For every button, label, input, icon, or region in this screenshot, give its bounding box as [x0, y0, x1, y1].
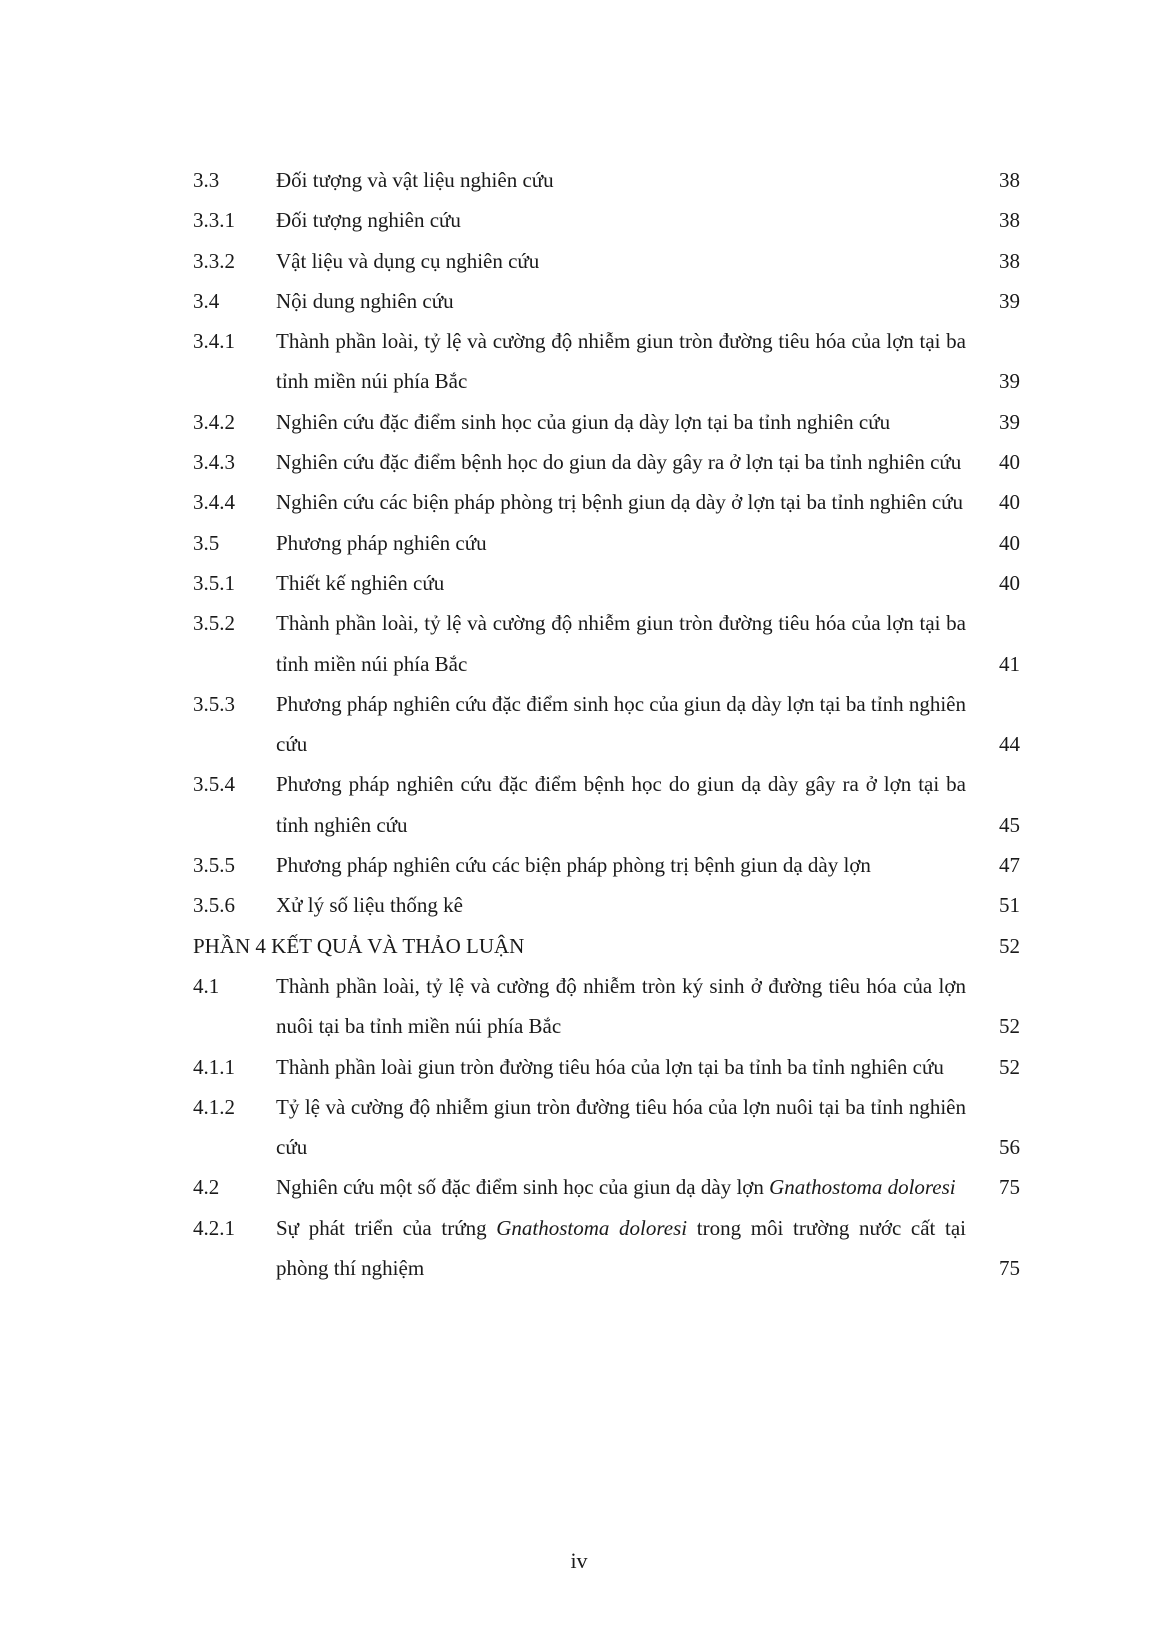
toc-entry-number: 3.5.6: [193, 893, 235, 918]
toc-entry-title: Thiết kế nghiên cứu: [276, 570, 445, 595]
toc-entry-title: Đối tượng nghiên cứu: [276, 208, 461, 233]
toc-entry-number: 3.5.4: [193, 772, 235, 797]
toc-entry-3-5[interactable]: [0, 523, 1158, 563]
toc-title-species: Gnathostoma doloresi: [496, 1215, 688, 1240]
toc-entry-page: 39: [999, 409, 1020, 434]
toc-entry-title: Thành phần loài, tỷ lệ và cường độ nhiễm tròn ký sinh ở đường tiêu hóa của lợn nuôi tại ba tỉnh miền núi phía Bắc: [276, 973, 966, 1039]
toc-entry-4-1-2[interactable]: [0, 1087, 1158, 1168]
toc-part-heading: PHẦN 4 KẾT QUẢ VÀ THẢO LUẬN: [193, 933, 525, 958]
page-number: iv: [570, 1548, 588, 1573]
toc-entry-3-5-2[interactable]: [0, 603, 1158, 684]
toc-entry-title: Phương pháp nghiên cứu các biện pháp phòng trị bệnh giun dạ dày lợn: [276, 853, 871, 878]
toc-entry-3-4-3[interactable]: [0, 442, 1158, 482]
toc-entry-title: [276, 1208, 966, 1289]
toc-entry-3-4-1[interactable]: [0, 321, 1158, 402]
toc-entry-title: Phương pháp nghiên cứu: [276, 530, 487, 555]
toc-entry-4-2-1[interactable]: [0, 1208, 1158, 1289]
toc-title-text: Sự phát triển của trứng: [276, 1215, 497, 1240]
table-of-contents: [0, 160, 1158, 1288]
toc-entry-3-5-4[interactable]: [0, 764, 1158, 845]
toc-entry-title: Tỷ lệ và cường độ nhiễm giun tròn đường tiêu hóa của lợn nuôi tại ba tỉnh nghiên cứu: [276, 1094, 966, 1160]
toc-entry-3-3[interactable]: [0, 160, 1158, 200]
toc-entry-number: 3.5.1: [193, 570, 235, 595]
toc-entry-3-4[interactable]: [0, 281, 1158, 321]
toc-entry-page: 44: [999, 732, 1020, 757]
toc-entry-page: 41: [999, 651, 1020, 676]
toc-entry-page: 52: [999, 933, 1020, 958]
toc-entry-number: 3.4: [193, 288, 220, 313]
toc-entry-page: 75: [999, 1175, 1020, 1200]
toc-entry-page: 39: [999, 288, 1020, 313]
toc-entry-title: Thành phần loài, tỷ lệ và cường độ nhiễm giun tròn đường tiêu hóa của lợn tại ba tỉnh miền núi phía Bắc: [276, 611, 966, 676]
toc-entry-3-3-2[interactable]: [0, 241, 1158, 281]
toc-entry-page: 40: [999, 490, 1020, 515]
toc-entry-page: 47: [999, 853, 1020, 878]
toc-entry-title: [276, 1167, 966, 1207]
toc-entry-number: 3.5: [193, 530, 220, 555]
toc-entry-page: 38: [999, 248, 1020, 273]
toc-entry-number: 3.3.2: [193, 248, 235, 273]
toc-entry-3-5-5[interactable]: [0, 845, 1158, 885]
toc-entry-title: Phương pháp nghiên cứu đặc điểm sinh học của giun dạ dày lợn tại ba tỉnh nghiên cứu: [276, 691, 966, 757]
toc-entry-page: 38: [999, 168, 1020, 192]
toc-entry-title: Thành phần loài, tỷ lệ và cường độ nhiễm giun tròn đường tiêu hóa của lợn tại ba tỉnh miền núi phía Bắc: [276, 329, 966, 394]
toc-entry-title: Nghiên cứu đặc điểm bệnh học do giun da dày gây ra ở lợn tại ba tỉnh nghiên cứu: [276, 450, 962, 475]
toc-entry-number: 4.2.1: [193, 1215, 235, 1240]
toc-entry-3-5-6[interactable]: [0, 885, 1158, 925]
toc-entry-4-1-1[interactable]: [0, 1047, 1158, 1087]
toc-entry-number: 3.5.3: [193, 691, 235, 716]
toc-entry-page: 38: [999, 208, 1020, 233]
toc-entry-page: 40: [999, 450, 1020, 475]
toc-entry-number: 3.4.2: [193, 409, 235, 434]
toc-entry-number: 3.3: [193, 168, 220, 192]
toc-entry-4-2[interactable]: [0, 1167, 1158, 1207]
toc-title-text: Nghiên cứu một số đặc điểm sinh học của giun dạ dày lợn: [276, 1175, 770, 1200]
toc-title-text: trong môi trường nước cất tại phòng thí nghiệm: [276, 1215, 966, 1281]
toc-entry-3-5-1[interactable]: [0, 563, 1158, 603]
toc-entry-page: 39: [999, 369, 1020, 394]
toc-entry-number: 3.3.1: [193, 208, 235, 233]
toc-entry-title: Nội dung nghiên cứu: [276, 288, 454, 313]
toc-entry-title: Nghiên cứu các biện pháp phòng trị bệnh giun dạ dày ở lợn tại ba tỉnh nghiên cứu: [276, 490, 964, 515]
toc-entry-title: Phương pháp nghiên cứu đặc điểm bệnh học do giun dạ dày gây ra ở lợn tại ba tỉnh nghiên cứu: [276, 772, 966, 837]
toc-entry-number: 3.5.2: [193, 611, 235, 636]
toc-entry-4-1[interactable]: [0, 966, 1158, 1047]
toc-entry-number: 4.1.1: [193, 1054, 235, 1079]
toc-entry-part-4[interactable]: [0, 926, 1158, 966]
toc-entry-title: Vật liệu và dụng cụ nghiên cứu: [276, 248, 540, 273]
toc-entry-page: 51: [999, 893, 1020, 918]
toc-entry-page: 52: [999, 1054, 1020, 1079]
toc-entry-title: Xử lý số liệu thống kê: [276, 893, 463, 918]
toc-entry-3-5-3[interactable]: [0, 684, 1158, 765]
toc-entry-3-4-2[interactable]: [0, 402, 1158, 442]
toc-entry-number: 3.4.4: [193, 490, 235, 515]
toc-entry-3-4-4[interactable]: [0, 482, 1158, 522]
toc-entry-page: 75: [999, 1256, 1020, 1281]
toc-entry-page: 56: [999, 1135, 1020, 1160]
toc-entry-page: 52: [999, 1014, 1020, 1039]
toc-entry-3-3-1[interactable]: [0, 200, 1158, 240]
toc-entry-number: 3.4.3: [193, 450, 235, 475]
toc-entry-number: 4.1.2: [193, 1094, 235, 1119]
toc-entry-number: 3.5.5: [193, 853, 235, 878]
toc-entry-number: 4.2: [193, 1175, 220, 1200]
toc-entry-number: 4.1: [193, 973, 220, 998]
toc-entry-title: Thành phần loài giun tròn đường tiêu hóa của lợn tại ba tỉnh ba tỉnh nghiên cứu: [276, 1054, 944, 1079]
toc-title-species: Gnathostoma doloresi: [769, 1175, 956, 1200]
toc-entry-page: 40: [999, 530, 1020, 555]
toc-entry-page: 40: [999, 570, 1020, 595]
toc-entry-title: Nghiên cứu đặc điểm sinh học của giun dạ dày lợn tại ba tỉnh nghiên cứu: [276, 409, 891, 434]
toc-entry-title: Đối tượng và vật liệu nghiên cứu: [276, 168, 554, 192]
toc-entry-page: 45: [999, 812, 1020, 837]
toc-entry-number: 3.4.1: [193, 329, 235, 354]
